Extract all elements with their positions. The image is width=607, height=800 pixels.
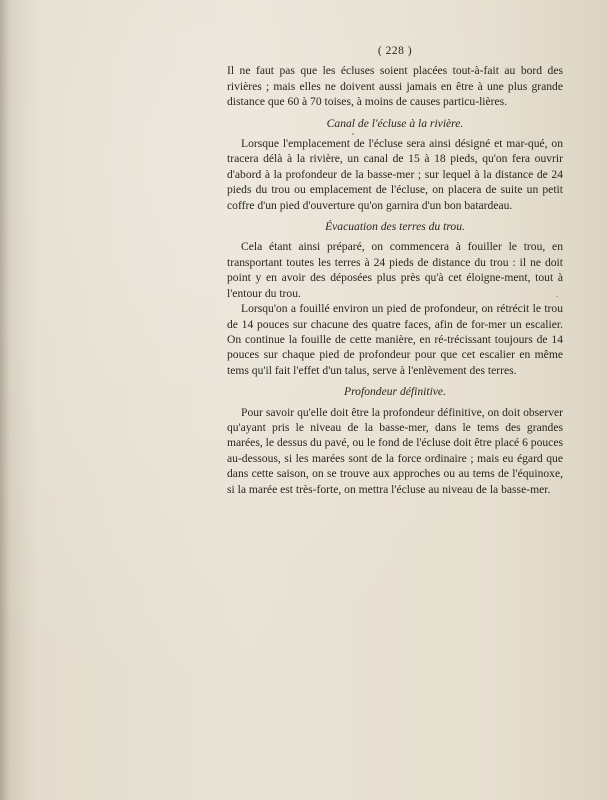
body-paragraph: Lorsqu'on a fouillé environ un pied de profondeur, on rétrécit le trou de 14 pouces sur chacune des quatre faces, afin de for-mer un escalier. On continue la fouille de cette manière, en ré-trécissant toujours de 14 pouces sur chaque pied de profondeur pour que cet escalier en même tems qu'il fait l'effet d'un talus, serve à l'enlèvement des terres.	[227, 302, 563, 377]
page-number: ( 228 )	[377, 45, 413, 57]
body-paragraph: Pour savoir qu'elle doit être la profondeur définitive, on doit observer qu'ayant pris le niveau de la basse-mer, dans le tems des grandes marées, le dessus du pavé, ou le fond de l'écluse doit être placé 6 pouces au-dessous, si les marées sont de la force ordinaire ; mais eu égard que dans cette saison, on se trouve aux approches ou au tems de l'équinoxe, si la marée est très-forte, on mettra l'écluse au niveau de la basse-mer.	[227, 405, 563, 496]
paragraphs	[227, 63, 563, 497]
body-paragraph: Il ne faut pas que les écluses soient placées tout-à-fait au bord des rivières ; mais elles ne doivent aussi jamais en être à une plus grande distance que 60 à 70 toises, à moins de causes particu-lières.	[227, 64, 563, 109]
body-paragraph: Lorsque l'emplacement de l'écluse sera ainsi désigné et mar-qué, on tracera délà à la rivière, un canal de 15 à 18 pieds, qu'on fera ouvrir d'abord à la profondeur de la basse-mer ; sur lequel à la distance de 24 pieds du trou ou emplacement de l'écluse, on placera de suite un petit coffre d'un pied d'ouverture qu'on garnira d'un bon batardeau.	[227, 137, 563, 212]
section-heading: Canal de l'écluse à la rivière.	[326, 116, 464, 130]
section-heading: Profondeur définitive.	[344, 385, 446, 399]
section-heading: Évacuation des terres du trou.	[325, 220, 465, 234]
binding-shadow	[0, 0, 10, 800]
body-paragraph: Cela étant ainsi préparé, on commencera à fouiller le trou, en transportant toutes les terres à 24 pieds de distance du trou : il ne doit point y en avoir des déposées plus près qu'à cet éloigne-ment, tout à l'entour du trou.	[227, 240, 563, 300]
text-block	[227, 44, 563, 497]
